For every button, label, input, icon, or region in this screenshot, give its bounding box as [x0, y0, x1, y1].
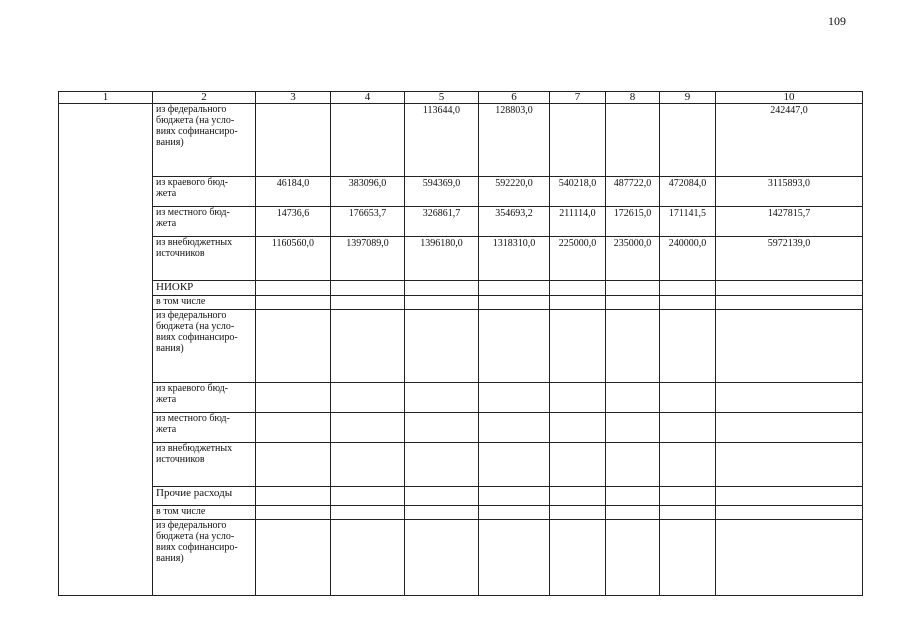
value-cell-col-3: 14736,6: [256, 207, 331, 237]
value-cell-col-7: 540218,0: [550, 177, 606, 207]
value-cell-col-5: 594369,0: [405, 177, 479, 207]
value-cell-col-4: [331, 310, 405, 383]
value-cell-col-6: [479, 506, 550, 520]
table-row: [59, 296, 863, 310]
table-row: [59, 177, 863, 207]
table-row: [59, 310, 863, 383]
value-cell-col-9: [660, 487, 716, 506]
value-cell-col-4: [331, 281, 405, 296]
value-cell-col-5: [405, 506, 479, 520]
value-cell-col-8: [606, 310, 660, 383]
table-row: [59, 413, 863, 443]
value-cell-col-10: [716, 413, 863, 443]
value-cell-col-5: [405, 296, 479, 310]
value-cell-col-7: [550, 310, 606, 383]
table-row: [59, 487, 863, 506]
value-cell-col-5: [405, 443, 479, 487]
value-cell-col-6: [479, 413, 550, 443]
value-cell-col-3: [256, 443, 331, 487]
value-cell-col-8: [606, 520, 660, 596]
table-row: [59, 520, 863, 596]
value-cell-col-7: [550, 383, 606, 413]
column-number-8: 8: [606, 92, 660, 104]
value-cell-col-6: 354693,2: [479, 207, 550, 237]
value-cell-col-10: 5972139,0: [716, 237, 863, 281]
value-cell-col-8: [606, 281, 660, 296]
value-cell-col-7: [550, 506, 606, 520]
value-cell-col-5: [405, 520, 479, 596]
value-cell-col-7: [550, 296, 606, 310]
value-cell-col-10: [716, 310, 863, 383]
table-row: [59, 207, 863, 237]
value-cell-col-3: [256, 506, 331, 520]
value-cell-col-9: [660, 310, 716, 383]
value-cell-col-5: [405, 281, 479, 296]
value-cell-col-3: 1160560,0: [256, 237, 331, 281]
value-cell-col-4: [331, 520, 405, 596]
value-cell-col-8: [606, 487, 660, 506]
value-cell-col-8: [606, 383, 660, 413]
column-number-4: 4: [331, 92, 405, 104]
value-cell-col-9: [660, 104, 716, 177]
value-cell-col-6: 592220,0: [479, 177, 550, 207]
column-number-row: [59, 92, 863, 104]
value-cell-col-3: [256, 104, 331, 177]
value-cell-col-4: [331, 104, 405, 177]
value-cell-col-8: 172615,0: [606, 207, 660, 237]
column-number-5: 5: [405, 92, 479, 104]
value-cell-col-4: [331, 506, 405, 520]
page-number: 109: [828, 14, 846, 28]
value-cell-col-7: [550, 104, 606, 177]
value-cell-col-6: [479, 310, 550, 383]
value-cell-col-3: [256, 413, 331, 443]
value-cell-col-6: 1318310,0: [479, 237, 550, 281]
value-cell-col-5: 113644,0: [405, 104, 479, 177]
row-label: из местного бюд- жета: [153, 413, 256, 443]
value-cell-col-7: 225000,0: [550, 237, 606, 281]
value-cell-col-10: [716, 443, 863, 487]
table-row: [59, 281, 863, 296]
value-cell-col-5: [405, 487, 479, 506]
value-cell-col-6: [479, 520, 550, 596]
value-cell-col-10: 1427815,7: [716, 207, 863, 237]
row-label: Прочие расходы: [153, 487, 256, 506]
column-number-7: 7: [550, 92, 606, 104]
value-cell-col-6: 128803,0: [479, 104, 550, 177]
value-cell-col-3: 46184,0: [256, 177, 331, 207]
value-cell-col-9: 472084,0: [660, 177, 716, 207]
row-label: из местного бюд- жета: [153, 207, 256, 237]
value-cell-col-6: [479, 296, 550, 310]
column-number-6: 6: [479, 92, 550, 104]
row-label: в том числе: [153, 506, 256, 520]
table-row: [59, 237, 863, 281]
value-cell-col-10: 3115893,0: [716, 177, 863, 207]
value-cell-col-4: [331, 487, 405, 506]
value-cell-col-8: 487722,0: [606, 177, 660, 207]
table-row: [59, 506, 863, 520]
value-cell-col-3: [256, 487, 331, 506]
value-cell-col-5: [405, 383, 479, 413]
value-cell-col-8: [606, 443, 660, 487]
value-cell-col-7: [550, 487, 606, 506]
value-cell-col-6: [479, 443, 550, 487]
value-cell-col-7: [550, 520, 606, 596]
section-cell: [59, 104, 153, 596]
value-cell-col-6: [479, 383, 550, 413]
budget-table: [58, 91, 863, 596]
value-cell-col-9: 240000,0: [660, 237, 716, 281]
column-number-9: 9: [660, 92, 716, 104]
table-row: [59, 383, 863, 413]
value-cell-col-7: [550, 413, 606, 443]
value-cell-col-4: [331, 296, 405, 310]
value-cell-col-9: [660, 443, 716, 487]
table-body: [59, 92, 863, 596]
value-cell-col-5: 326861,7: [405, 207, 479, 237]
column-number-10: 10: [716, 92, 863, 104]
row-label: из внебюджетных источников: [153, 443, 256, 487]
value-cell-col-7: 211114,0: [550, 207, 606, 237]
row-label: из краевого бюд- жета: [153, 383, 256, 413]
value-cell-col-6: [479, 487, 550, 506]
value-cell-col-6: [479, 281, 550, 296]
column-number-3: 3: [256, 92, 331, 104]
value-cell-col-8: [606, 104, 660, 177]
table-row: [59, 104, 863, 177]
value-cell-col-4: 1397089,0: [331, 237, 405, 281]
row-label: из внебюджетных источников: [153, 237, 256, 281]
value-cell-col-10: [716, 383, 863, 413]
value-cell-col-4: [331, 383, 405, 413]
value-cell-col-3: [256, 310, 331, 383]
row-label: из федерального бюджета (на усло- виях софинансиро- вания): [153, 520, 256, 596]
row-label: в том числе: [153, 296, 256, 310]
value-cell-col-5: 1396180,0: [405, 237, 479, 281]
value-cell-col-8: 235000,0: [606, 237, 660, 281]
value-cell-col-10: [716, 281, 863, 296]
row-label: из краевого бюд- жета: [153, 177, 256, 207]
value-cell-col-10: [716, 296, 863, 310]
column-number-2: 2: [153, 92, 256, 104]
value-cell-col-4: 383096,0: [331, 177, 405, 207]
value-cell-col-9: [660, 413, 716, 443]
value-cell-col-8: [606, 296, 660, 310]
value-cell-col-9: [660, 281, 716, 296]
value-cell-col-3: [256, 520, 331, 596]
value-cell-col-3: [256, 383, 331, 413]
value-cell-col-3: [256, 296, 331, 310]
value-cell-col-4: 176653,7: [331, 207, 405, 237]
value-cell-col-9: [660, 296, 716, 310]
value-cell-col-9: [660, 520, 716, 596]
value-cell-col-7: [550, 281, 606, 296]
value-cell-col-5: [405, 310, 479, 383]
row-label: из федерального бюджета (на усло- виях софинансиро- вания): [153, 104, 256, 177]
row-label: из федерального бюджета (на усло- виях софинансиро- вания): [153, 310, 256, 383]
value-cell-col-10: [716, 487, 863, 506]
value-cell-col-4: [331, 413, 405, 443]
value-cell-col-5: [405, 413, 479, 443]
value-cell-col-8: [606, 413, 660, 443]
value-cell-col-9: 171141,5: [660, 207, 716, 237]
table-row: [59, 443, 863, 487]
value-cell-col-9: [660, 506, 716, 520]
value-cell-col-4: [331, 443, 405, 487]
column-number-1: 1: [59, 92, 153, 104]
value-cell-col-8: [606, 506, 660, 520]
value-cell-col-10: 242447,0: [716, 104, 863, 177]
value-cell-col-10: [716, 520, 863, 596]
value-cell-col-9: [660, 383, 716, 413]
value-cell-col-3: [256, 281, 331, 296]
row-label: НИОКР: [153, 281, 256, 296]
value-cell-col-7: [550, 443, 606, 487]
value-cell-col-10: [716, 506, 863, 520]
